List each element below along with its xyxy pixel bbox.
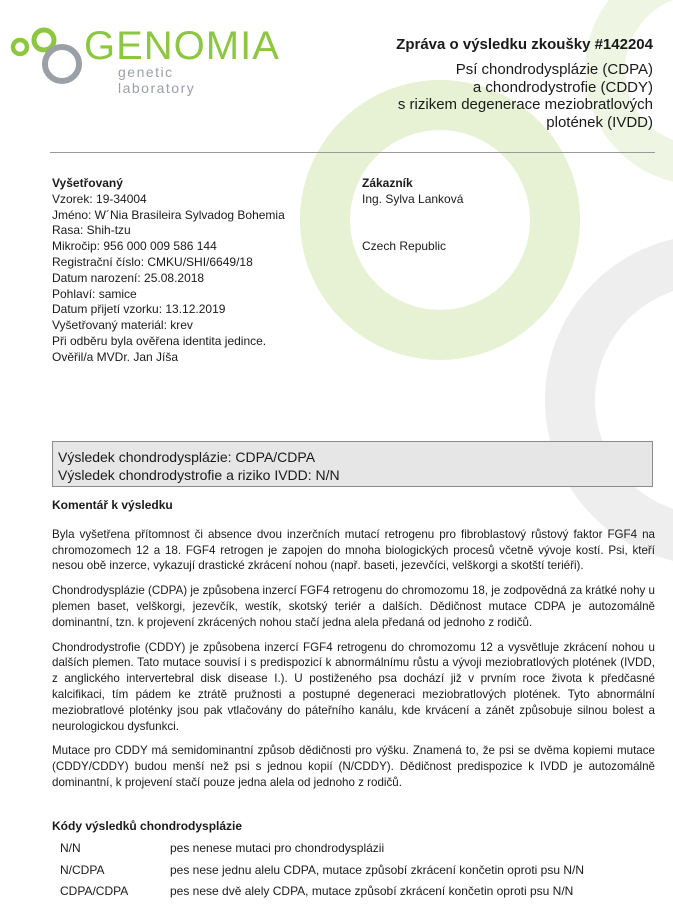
cdpa-result: Výsledek chondrodysplázie: CDPA/CDPA [58, 449, 316, 465]
comment-paragraph: Chondrodystrofie (CDDY) je způsobena inzercí FGF4 retrogenu do chromozomu 12 a vysvětluje zkrácení nohou u dalších plemen. Tato mutace souvisí i s predispozicí k abnormálnímu růstu a vývoji meziobratlových plotének (IVDD, z anglického intervertebral disk disease I.). U postiženého psa dochází již v prvním roce života k předčasné kalcifikaci, tím pádem ke ztrátě pružnosti a postupné degeneraci meziobratlových plotének. Tyto abnormální meziobratlové ploténky jsou pak vtlačovány do páteřního kanálu, kde krvácení a zánět způsobuje silnou bolest a neurologickou dysfunkci. [52, 640, 655, 733]
sex: Pohlaví: samice [52, 286, 137, 301]
code-description: pes nenese mutaci pro chondrodysplázii [170, 841, 385, 855]
verified-by: Ověřil/a MVDr. Jan Jíša [52, 349, 179, 364]
identity-note: Při odběru byla ověřena identita jedince. [52, 333, 267, 348]
examined-info [52, 176, 285, 366]
registration-number: Registrační číslo: CMKU/SHI/6649/18 [52, 254, 253, 269]
cddy-result: Výsledek chondrodystrofie a riziko IVDD: N/N [58, 467, 340, 483]
subtitle-line: Psí chondrodysplázie (CDPA) [455, 61, 653, 78]
code-row [52, 841, 655, 863]
code-value: CDPA/CDPA [60, 884, 129, 898]
birth-date: Datum narození: 25.08.2018 [52, 270, 205, 285]
subtitle-line: plotének (IVDD) [546, 113, 653, 131]
result-comment [52, 498, 655, 800]
material: Vyšetřovaný materiál: krev [52, 318, 193, 333]
subtitle-line: s rizikem degenerace meziobratlových [397, 96, 653, 113]
comment-paragraph: Mutace pro CDDY má semidominantní způsob dědičnosti pro výšku. Znamená to, že psi se dvěma kopiemi mutace (CDDY/CDDY) budou menší než psi s jednou kopií (N/CDDY). Dědičnost predispozice k IVDD je autozomálně dominantní, k projevení stačí pouze jedna alela od jednoho z rodičů. [52, 744, 655, 789]
examined-heading: Vyšetřovaný [52, 176, 123, 190]
customer-info [362, 176, 463, 255]
code-value: N/CDPA [60, 862, 105, 877]
code-description: pes nese dvě alely CDPA, mutace způsobí zkrácení končetin oproti psu N/N [170, 884, 574, 898]
sample-received-date: Datum přijetí vzorku: 13.12.2019 [52, 302, 226, 317]
customer-heading: Zákazník [362, 176, 413, 190]
result-summary-box [52, 441, 653, 487]
customer-country: Czech Republic [362, 239, 447, 254]
comment-heading: Komentář k výsledku [52, 498, 173, 512]
code-description: pes nese jednu alelu CDPA, mutace způsobí zkrácení končetin oproti psu N/N [170, 862, 584, 877]
sample-id: Vzorek: 19-34004 [52, 191, 147, 206]
result-codes [52, 819, 655, 906]
breed: Rasa: Shih-tzu [52, 223, 131, 238]
code-row [52, 884, 655, 906]
code-value: N/N [60, 841, 81, 855]
logo-tagline: genetic laboratory [118, 64, 196, 96]
dog-name: Jméno: W´Nia Brasileira Sylvadog Bohemia [52, 207, 285, 222]
subtitle-line: a chondrodystrofie (CDDY) [472, 78, 653, 96]
codes-heading: Kódy výsledků chondrodysplázie [52, 819, 243, 833]
comment-paragraph: Byla vyšetřena přítomnost či absence dvou inzerčních mutací retrogenu pro fibroblastový růstový faktor FGF4 na chromozomech 12 a 18. FGF4 retrogen je zapojen do mnoha biologických procesů včetně vývoje kostí. Psi, kteří nesou obě inzerce, vykazují drastické zkrácení nohou (např. baseti, jezevčíci, velškorgi a skotští teriéři). [52, 527, 655, 573]
code-row [52, 863, 655, 885]
report-subtitle [353, 61, 653, 131]
microchip: Mikročip: 956 000 009 586 144 [52, 239, 217, 254]
logo-circles-icon [10, 26, 84, 88]
comment-paragraph: Chondrodysplázie (CDPA) je způsobena inzercí FGF4 retrogenu do chromozomu 18, je zodpovědná za krátké nohy u plemen baset, velškorgi, jezevčík, westík, skotský teriér a dalších. Dědičnost mutace CDPA je autozomálně dominantní, tzn. k projevení zkrácených nohou stačí jedna alela předaná od jednoho z rodičů. [52, 584, 655, 629]
customer-name: Ing. Sylva Lanková [362, 191, 464, 206]
logo-wordmark: GENOMIA [84, 24, 280, 68]
header-divider [50, 152, 655, 153]
report-title: Zpráva o výsledku zkoušky #142204 [396, 36, 653, 53]
